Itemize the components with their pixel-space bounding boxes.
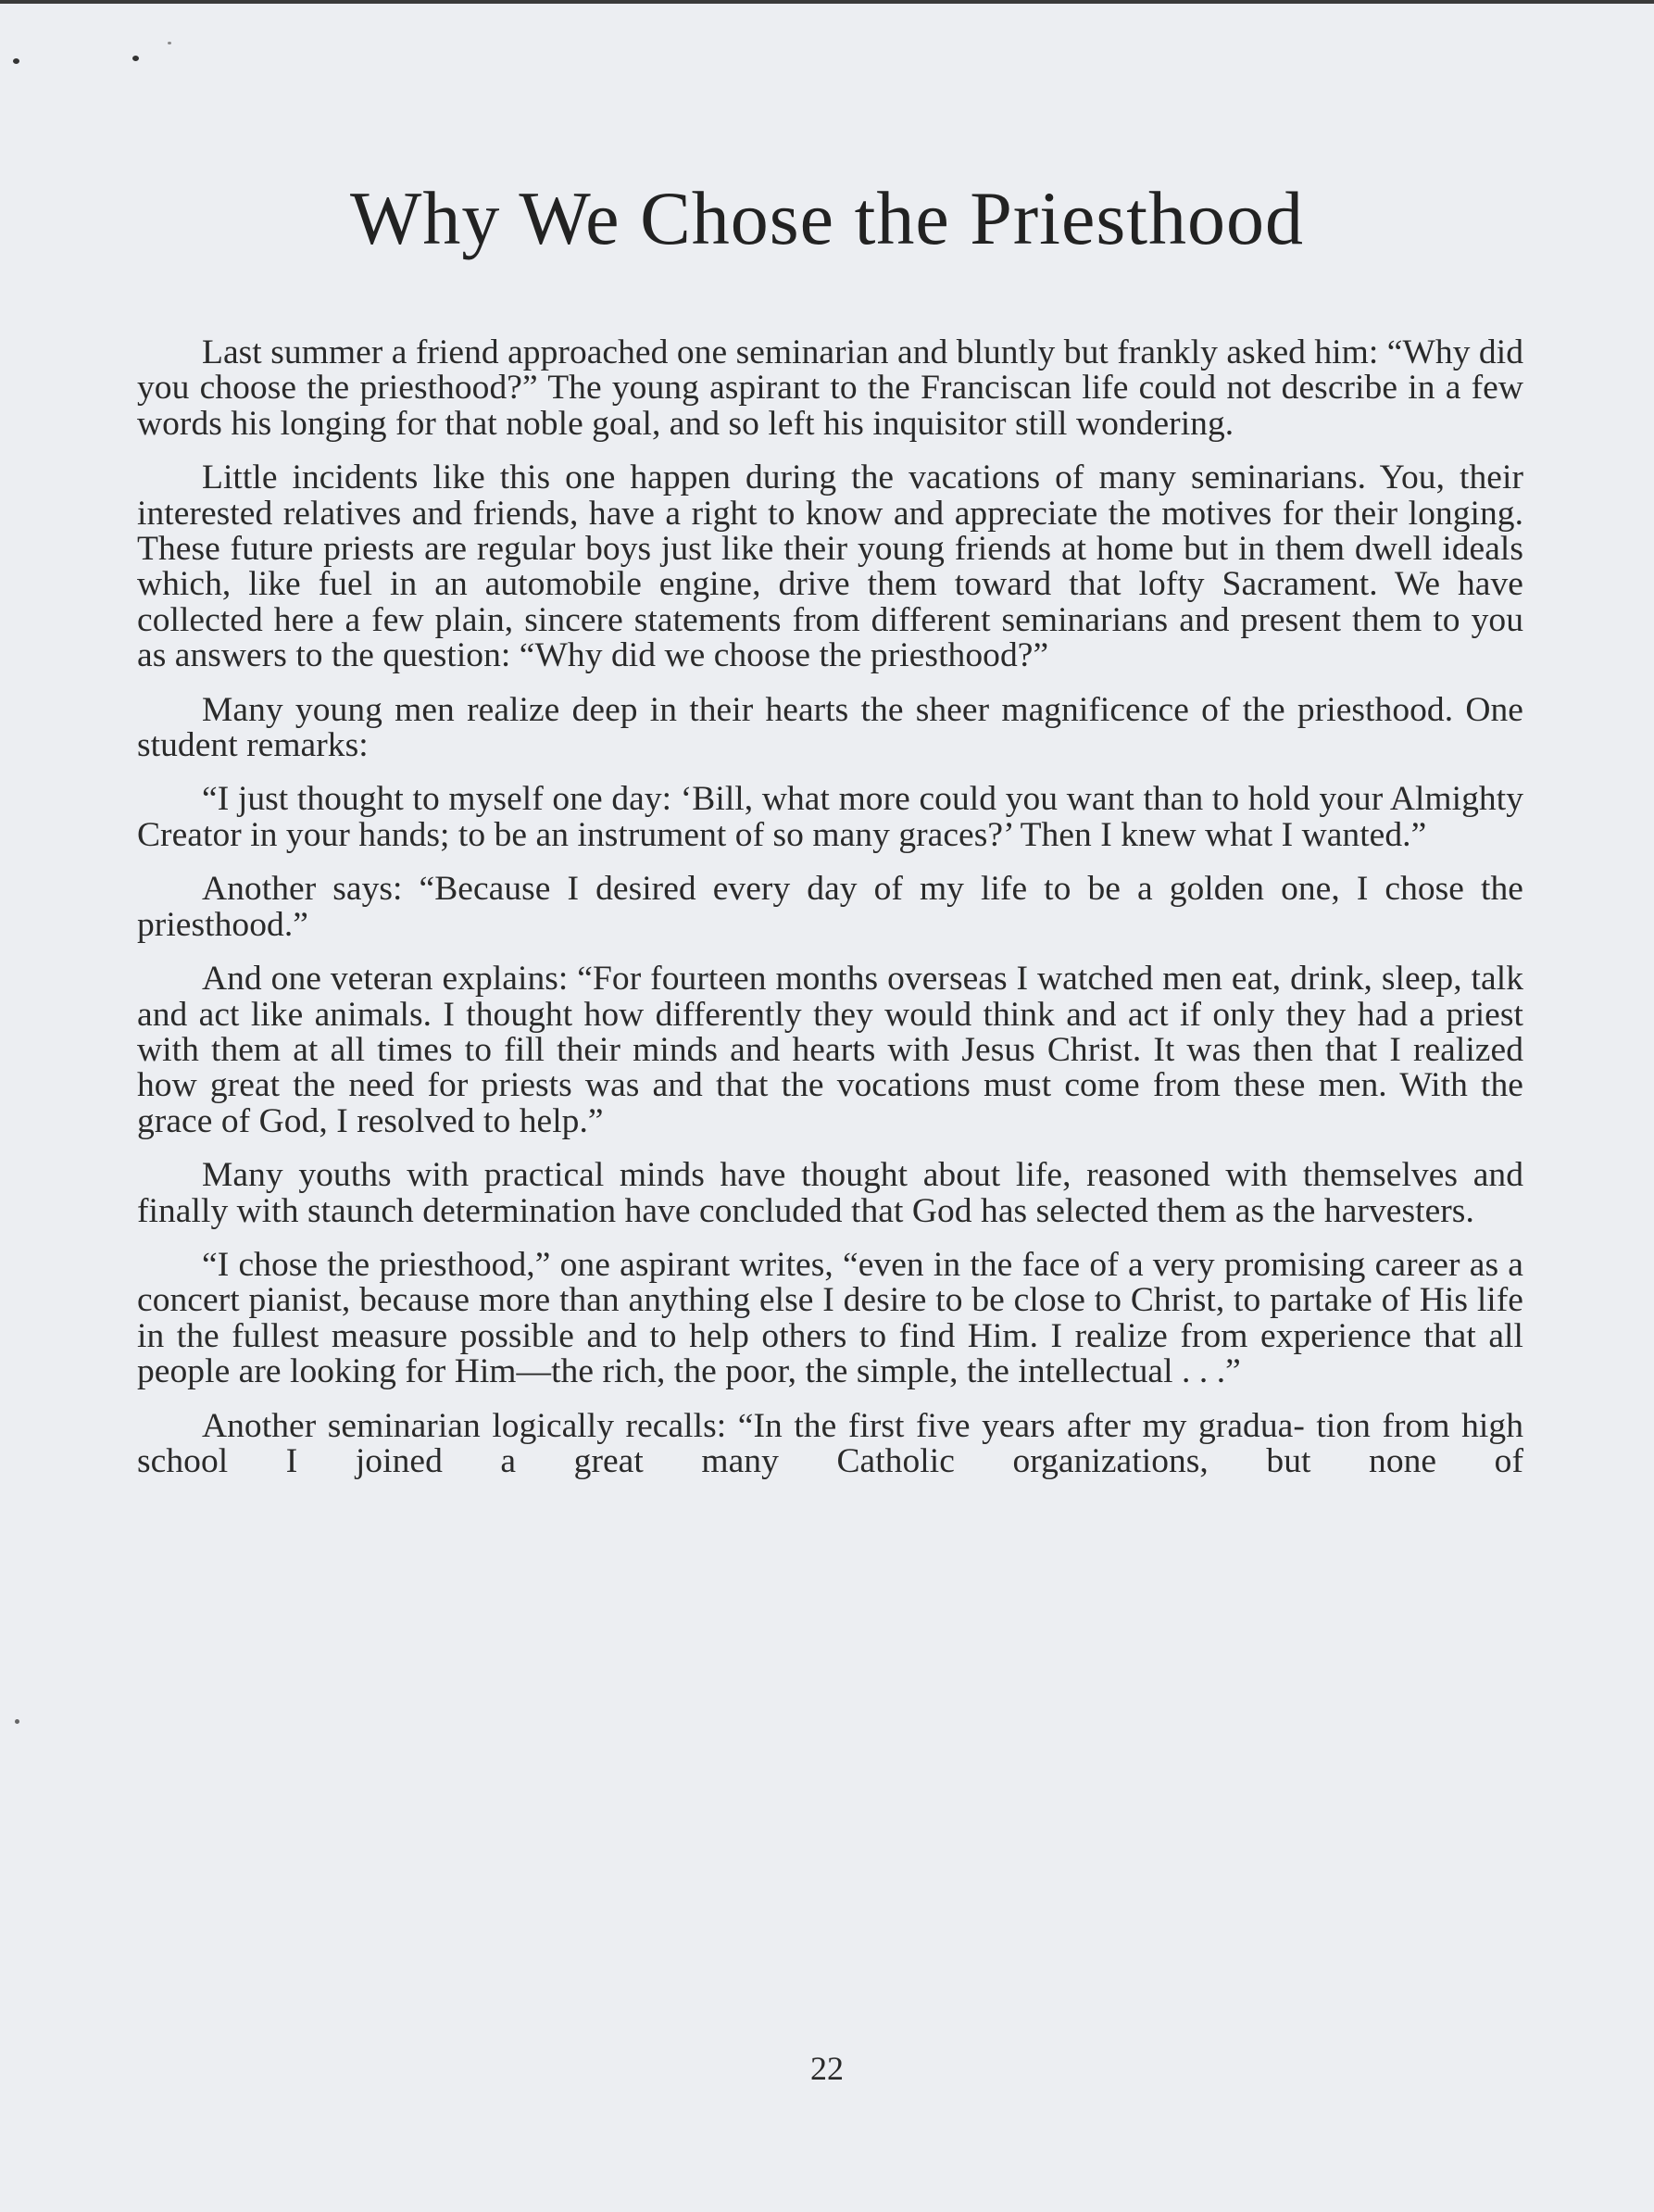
paragraph: Last summer a friend approached one seminarian and bluntly but frankly asked him: “Why did you choose the priesthood?” The young aspirant to the Franciscan life could not describe in a few words his longing for that noble goal, and so left his inquisitor still wondering. xyxy=(137,333,1523,443)
ink-speck xyxy=(168,42,171,44)
paragraph: “I just thought to myself one day: ‘Bill, what more could you want than to hold your Almighty Creator in your hands; to be an instrument of so many graces?’ Then I knew what I wanted.” xyxy=(137,780,1523,854)
page-number: 22 xyxy=(810,2050,844,2087)
paragraph: Another says: “Because I desired every day of my life to be a golden one, I chose the priesthood.” xyxy=(137,870,1523,944)
page-title: Why We Chose the Priesthood xyxy=(349,176,1305,260)
paragraph: “I chose the priesthood,” one aspirant writes, “even in the face of a very promising career as a concert pianist, because more than anything else I desire to be close to Christ, to partake of His life in the fullest measure possible and to help others to find Him. I realize from experience that all people are looking for Him—the rich, the poor, the simple, the intellectual . . .” xyxy=(137,1245,1523,1391)
paragraph: Another seminarian logically recalls: “In the first five years after my gradua- tion from high school I joined a great many Catholic organizations, but none of xyxy=(137,1406,1523,1480)
ink-speck xyxy=(13,58,19,64)
ink-speck xyxy=(132,56,139,61)
paragraph: Many young men realize deep in their hearts the sheer magnificence of the priesthood. One student remarks: xyxy=(137,690,1523,765)
article-body xyxy=(137,335,1523,1498)
ink-speck xyxy=(15,1719,19,1724)
paragraph: And one veteran explains: “For fourteen months overseas I watched men eat, drink, sleep, talk and act like animals. I thought how differently they would think and act if only they had a priest with them at all times to fill their minds and hearts with Jesus Christ. It was then that I realized how great the need for priests was and that the vocations must come from these men. With the grace of God, I resolved to help.” xyxy=(137,960,1523,1140)
paragraph: Little incidents like this one happen during the vacations of many seminarians. You, their interested relatives and friends, have a right to know and appreciate the motives for their longing. These future priests are regular boys just like their young friends at home but in them dwell ideals which, like fuel in an automobile engine, drive them toward that lofty Sacrament. We have collected here a few plain, sincere statements from different seminarians and present them to you as answers to the question: “Why did we choose the priesthood?” xyxy=(137,459,1523,675)
paragraph: Many youths with practical minds have thought about life, reasoned with themselves and finally with staunch determination have concluded that God has selected them as the harvesters. xyxy=(137,1156,1523,1230)
page-top-edge xyxy=(0,0,1654,4)
